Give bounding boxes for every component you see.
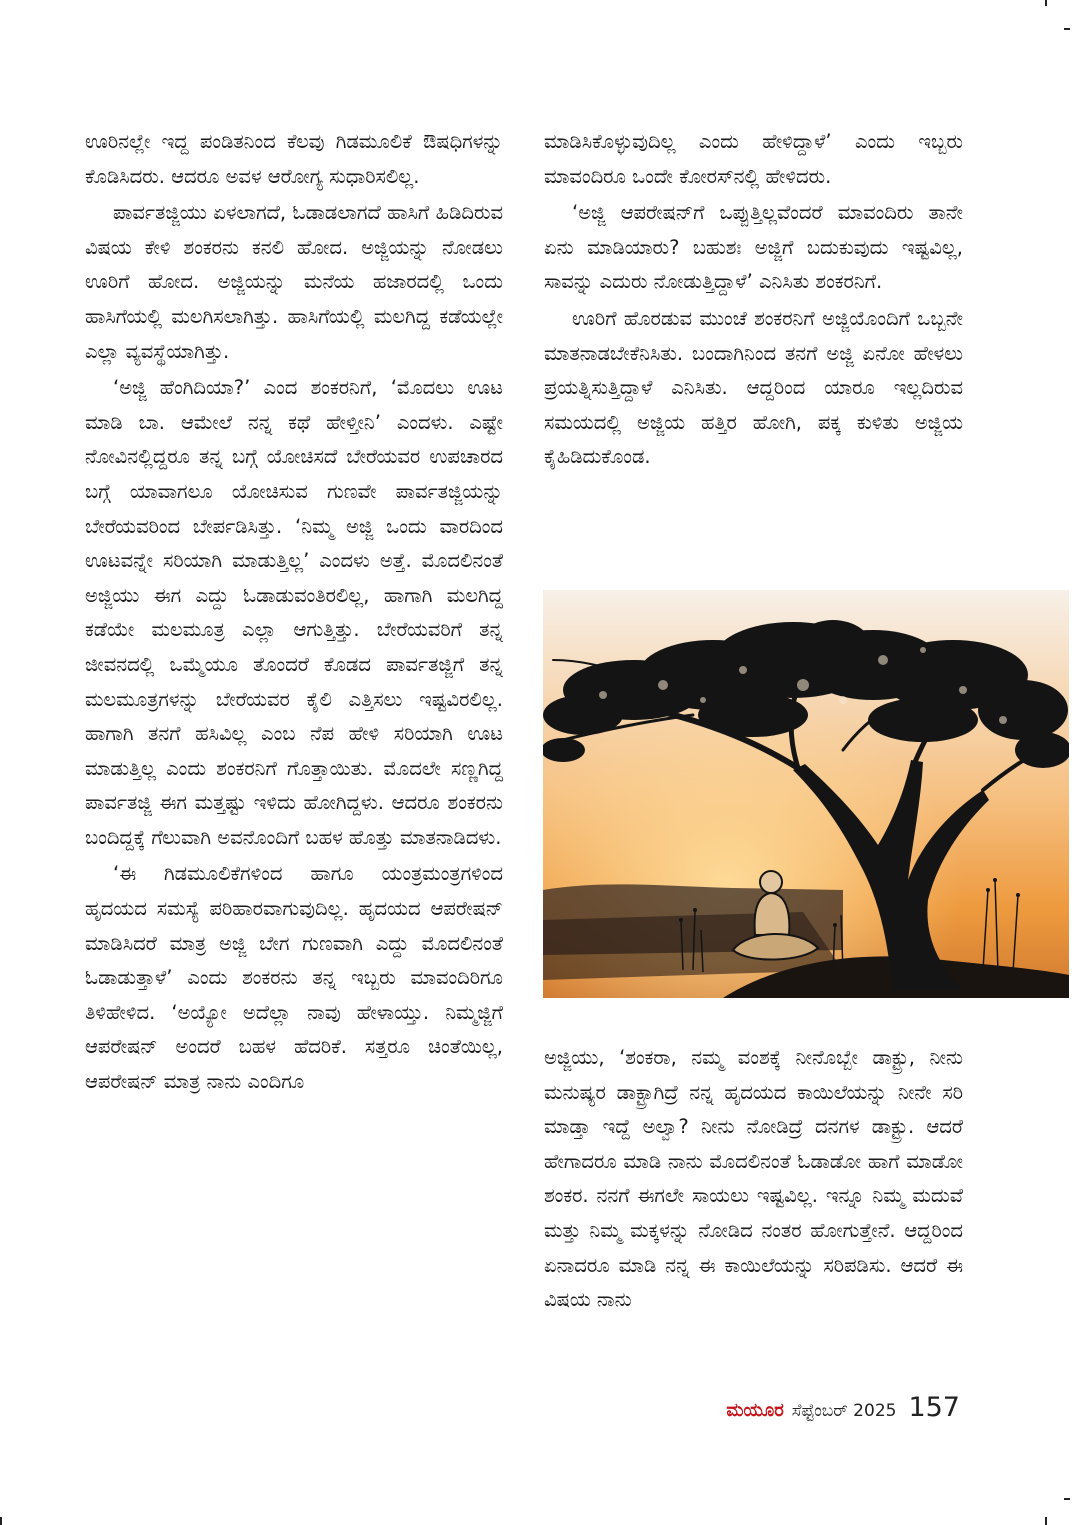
left-text-column — [85, 125, 503, 1100]
paragraph: ‘ಅಜ್ಜಿ ಹೆಂಗಿದಿಯಾ?’ ಎಂದ ಶಂಕರನಿಗೆ, ‘ಮೊದಲು ಊಟ ಮಾಡಿ ಬಾ. ಆಮೇಲೆ ನನ್ನ ಕಥೆ ಹೇಳ್ತೀನಿ’ ಎಂದಳು. ಎಷ್ಟೇ ನೋವಿನಲ್ಲಿದ್ದರೂ ತನ್ನ ಬಗ್ಗೆ ಯೋಚಿಸದೆ ಬೇರೆಯವರ ಉಪಚಾರದ ಬಗ್ಗೆ ಯಾವಾಗಲೂ ಯೋಚಿಸುವ ಗುಣವೇ ಪಾರ್ವತಜ್ಜಿಯನ್ನು ಬೇರೆಯವರಿಂದ ಬೇರ್ಪಡಿಸಿತ್ತು. ‘ನಿಮ್ಮ ಅಜ್ಜಿ ಒಂದು ವಾರದಿಂದ ಊಟವನ್ನೇ ಸರಿಯಾಗಿ ಮಾಡುತ್ತಿಲ್ಲ’ ಎಂದಳು ಅತ್ತೆ. ಮೊದಲಿನಂತೆ ಅಜ್ಜಿಯು ಈಗ ಎದ್ದು ಓಡಾಡುವಂತಿರಲಿಲ್ಲ, ಹಾಗಾಗಿ ಮಲಗಿದ್ದ ಕಡೆಯೇ ಮಲಮೂತ್ರ ಎಲ್ಲಾ ಆಗುತ್ತಿತ್ತು. ಬೇರೆಯವರಿಗೆ ತನ್ನ ಜೀವನದಲ್ಲಿ ಒಮ್ಮೆಯೂ ತೊಂದರೆ ಕೊಡದ ಪಾರ್ವತಜ್ಜಿಗೆ ತನ್ನ ಮಲಮೂತ್ರಗಳನ್ನು ಬೇರೆಯವರ ಕೈಲಿ ಎತ್ತಿಸಲು ಇಷ್ಟವಿರಲಿಲ್ಲ. ಹಾಗಾಗಿ ತನಗೆ ಹಸಿವಿಲ್ಲ ಎಂಬ ನೆಪ ಹೇಳಿ ಸರಿಯಾಗಿ ಊಟ ಮಾಡುತ್ತಿಲ್ಲ ಎಂದು ಶಂಕರನಿಗೆ ಗೊತ್ತಾಯಿತು. ಮೊದಲೇ ಸಣ್ಣಗಿದ್ದ ಪಾರ್ವತಜ್ಜಿ ಈಗ ಮತ್ತಷ್ಟು ಇಳಿದು ಹೋಗಿದ್ದಳು. ಆದರೂ ಶಂಕರನು ಬಂದಿದ್ದಕ್ಕೆ ಗೆಲುವಾಗಿ ಅವನೊಂದಿಗೆ ಬಹಳ ಹೊತ್ತು ಮಾತನಾಡಿದಳು. — [85, 376, 503, 849]
paragraph: ‘ಅಜ್ಜಿ ಆಪರೇಷನ್‌ಗೆ ಒಪ್ಪುತ್ತಿಲ್ಲವೆಂದರೆ ಮಾವಂದಿರು ತಾನೇ ಏನು ಮಾಡಿಯಾರು? ಬಹುಶಃ ಅಜ್ಜಿಗೆ ಬದುಕುವುದು ಇಷ್ಟವಿಲ್ಲ, ಸಾವನ್ನು ಎದುರು ನೋಡುತ್ತಿದ್ದಾಳೆ’ ಎನಿಸಿತು ಶಂಕರನಿಗೆ. — [544, 201, 963, 294]
paragraph: ‘ಈ ಗಿಡಮೂಲಿಕೆಗಳಿಂದ ಹಾಗೂ ಯಂತ್ರಮಂತ್ರಗಳಿಂದ ಹೃದಯದ ಸಮಸ್ಯೆ ಪರಿಹಾರವಾಗುವುದಿಲ್ಲ. ಹೃದಯದ ಆಪರೇಷನ್ ಮಾಡಿಸಿದರೆ ಮಾತ್ರ ಅಜ್ಜಿ ಬೇಗ ಗುಣವಾಗಿ ಎದ್ದು ಮೊದಲಿನಂತೆ ಓಡಾಡುತ್ತಾಳೆ’ ಎಂದು ಶಂಕರನು ತನ್ನ ಇಬ್ಬರು ಮಾವಂದಿರಿಗೂ ತಿಳಿಹೇಳಿದ. ‘ಅಯ್ಯೋ ಅದೆಲ್ಲಾ ನಾವು ಹೇಳಾಯ್ತು. ನಿಮ್ಮಜ್ಜಿಗೆ ಆಪರೇಷನ್ ಅಂದರೆ ಬಹಳ ಹೆದರಿಕೆ. ಸತ್ತರೂ ಚಿಂತೆಯಿಲ್ಲ, ಆಪರೇಷನ್ ಮಾತ್ರ ನಾನು ಎಂದಿಗೂ — [85, 862, 503, 1094]
page-number: 157 — [908, 1392, 960, 1423]
paragraph: ಮಾಡಿಸಿಕೊಳ್ಳುವುದಿಲ್ಲ ಎಂದು ಹೇಳಿದ್ದಾಳೆ’ ಎಂದು ಇಬ್ಬರು ಮಾವಂದಿರೂ ಒಂದೇ ಕೋರಸ್‌ನಲ್ಲಿ ಹೇಳಿದರು. — [544, 130, 963, 188]
paragraph: ಪಾರ್ವತಜ್ಜಿಯು ಏಳಲಾಗದೆ, ಓಡಾಡಲಾಗದೆ ಹಾಸಿಗೆ ಹಿಡಿದಿರುವ ವಿಷಯ ಕೇಳಿ ಶಂಕರನು ಕನಲಿ ಹೋದ. ಅಜ್ಜಿಯನ್ನು ನೋಡಲು ಊರಿಗೆ ಹೋದ. ಅಜ್ಜಿಯನ್ನು ಮನೆಯ ಹಜಾರದಲ್ಲಿ ಒಂದು ಹಾಸಿಗೆಯಲ್ಲಿ ಮಲಗಿಸಲಾಗಿತ್ತು. ಹಾಸಿಗೆಯಲ್ಲಿ ಮಲಗಿದ್ದ ಕಡೆಯಲ್ಲೇ ಎಲ್ಲಾ ವ್ಯವಸ್ಥೆಯಾಗಿತ್ತು. — [85, 201, 503, 363]
crop-mark — [1045, 0, 1047, 6]
paragraph: ಊರಿಗೆ ಹೊರಡುವ ಮುಂಚೆ ಶಂಕರನಿಗೆ ಅಜ್ಜಿಯೊಂದಿಗೆ ಒಬ್ಬನೇ ಮಾತನಾಡಬೇಕೆನಿಸಿತು. ಬಂದಾಗಿನಿಂದ ತನಗೆ ಅಜ್ಜಿ ಏನೋ ಹೇಳಲು ಪ್ರಯತ್ನಿಸುತ್ತಿದ್ದಾಳೆ ಎನಿಸಿತು. ಆದ್ದರಿಂದ ಯಾರೂ ಇಲ್ಲದಿರುವ ಸಮಯದಲ್ಲಿ ಅಜ್ಜಿಯ ಹತ್ತಿರ ಹೋಗಿ, ಪಕ್ಕ ಕುಳಿತು ಅಜ್ಜಿಯ ಕೈಹಿಡಿದುಕೊಂಡ. — [544, 306, 963, 469]
paragraph: ಅಜ್ಜಿಯು, ‘ಶಂಕರಾ, ನಮ್ಮ ವಂಶಕ್ಕೆ ನೀನೊಬ್ಬೇ ಡಾಕ್ಟ್ರು, ನೀನು ಮನುಷ್ಯರ ಡಾಕ್ಟ್ರಾಗಿದ್ರೆ ನನ್ನ ಹೃದಯದ ಕಾಯಿಲೆಯನ್ನು ನೀನೇ ಸರಿ ಮಾಡ್ತಾ ಇದ್ದೆ ಅಲ್ವಾ? ನೀನು ನೋಡಿದ್ರೆ ದನಗಳ ಡಾಕ್ಟ್ರು. ಆದರೆ ಹೇಗಾದರೂ ಮಾಡಿ ನಾನು ಮೊದಲಿನಂತೆ ಓಡಾಡೋ ಹಾಗೆ ಮಾಡೋ ಶಂಕರ. ನನಗೆ ಈಗಲೇ ಸಾಯಲು ಇಷ್ಟವಿಲ್ಲ. ಇನ್ನೂ ನಿಮ್ಮ ಮದುವೆ ಮತ್ತು ನಿಮ್ಮ ಮಕ್ಕಳನ್ನು ನೋಡಿದ ನಂತರ ಹೋಗುತ್ತೇನೆ. ಆದ್ದರಿಂದ ಏನಾದರೂ ಮಾಡಿ ನನ್ನ ಈ ಕಾಯಿಲೆಯನ್ನು ಸರಿಪಡಿಸು. ಆದರೆ ಈ ವಿಷಯ ನಾನು — [544, 1046, 963, 1312]
paragraph: ಊರಿನಲ್ಲೇ ಇದ್ದ ಪಂಡಿತನಿಂದ ಕೆಲವು ಗಿಡಮೂಲಿಕೆ ಔಷಧಿಗಳನ್ನು ಕೊಡಿಸಿದರು. ಆದರೂ ಅವಳ ಆರೋಗ್ಯ ಸುಧಾರಿಸಲಿಲ್ಲ. — [85, 130, 503, 188]
tree-sunset-illustration-icon — [543, 590, 1069, 998]
right-text-column-bottom — [544, 1041, 963, 1318]
crop-mark — [1045, 1517, 1047, 1525]
right-text-column-top — [544, 125, 963, 475]
issue-date: ಸೆಪ್ಟೆಂಬರ್ 2025 — [791, 1401, 897, 1421]
crop-mark — [1064, 1498, 1070, 1500]
page-footer — [726, 1392, 960, 1423]
illustration-artwork — [543, 590, 1069, 998]
magazine-logo: ಮಯೂರ — [726, 1400, 784, 1421]
crop-mark — [0, 1517, 2, 1525]
crop-mark — [1064, 28, 1070, 30]
